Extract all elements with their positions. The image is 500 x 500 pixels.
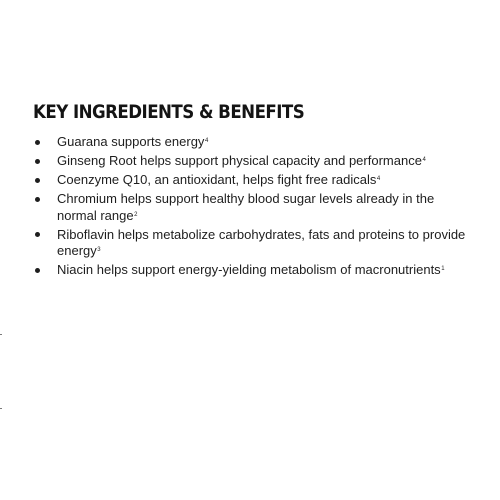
footnote-ref: 4 (204, 138, 209, 144)
edge-tick-mark (0, 408, 2, 409)
bullet-icon (35, 159, 40, 164)
footnote-ref: 2 (134, 211, 138, 218)
benefit-text: Ginseng Root helps support physical capacity and performance (57, 153, 422, 168)
footnote-ref: 4 (422, 157, 426, 163)
footnote-ref: 3 (97, 247, 101, 253)
section-title: KEY INGREDIENTS & BENEFITS (33, 102, 305, 123)
benefit-text: Coenzyme Q10, an antioxidant, helps fight free radicals (57, 172, 377, 187)
bullet-icon (35, 232, 40, 237)
key-ingredients-section (33, 101, 473, 281)
footnote-ref: 1 (441, 266, 445, 272)
benefit-text: Riboflavin helps metabolize carbohydrates, fats and proteins to provide energy (57, 226, 466, 258)
edge-tick-mark (0, 334, 2, 335)
list-item (33, 227, 473, 260)
bullet-icon (35, 197, 40, 202)
list-item (33, 153, 473, 170)
bullet-icon (35, 140, 40, 145)
benefits-list (33, 134, 473, 279)
bullet-icon (35, 268, 40, 273)
benefit-text: Niacin helps support energy-yielding metabolism of macronutrients (57, 262, 441, 277)
list-item (33, 262, 473, 279)
bullet-icon (35, 178, 40, 183)
list-item (33, 191, 473, 224)
list-item (33, 172, 473, 189)
benefit-text: Guarana supports energy (57, 134, 205, 149)
benefit-text: Chromium helps support healthy blood sugar levels already in the normal range (57, 191, 435, 223)
footnote-ref: 4 (376, 176, 381, 182)
list-item (33, 134, 473, 151)
